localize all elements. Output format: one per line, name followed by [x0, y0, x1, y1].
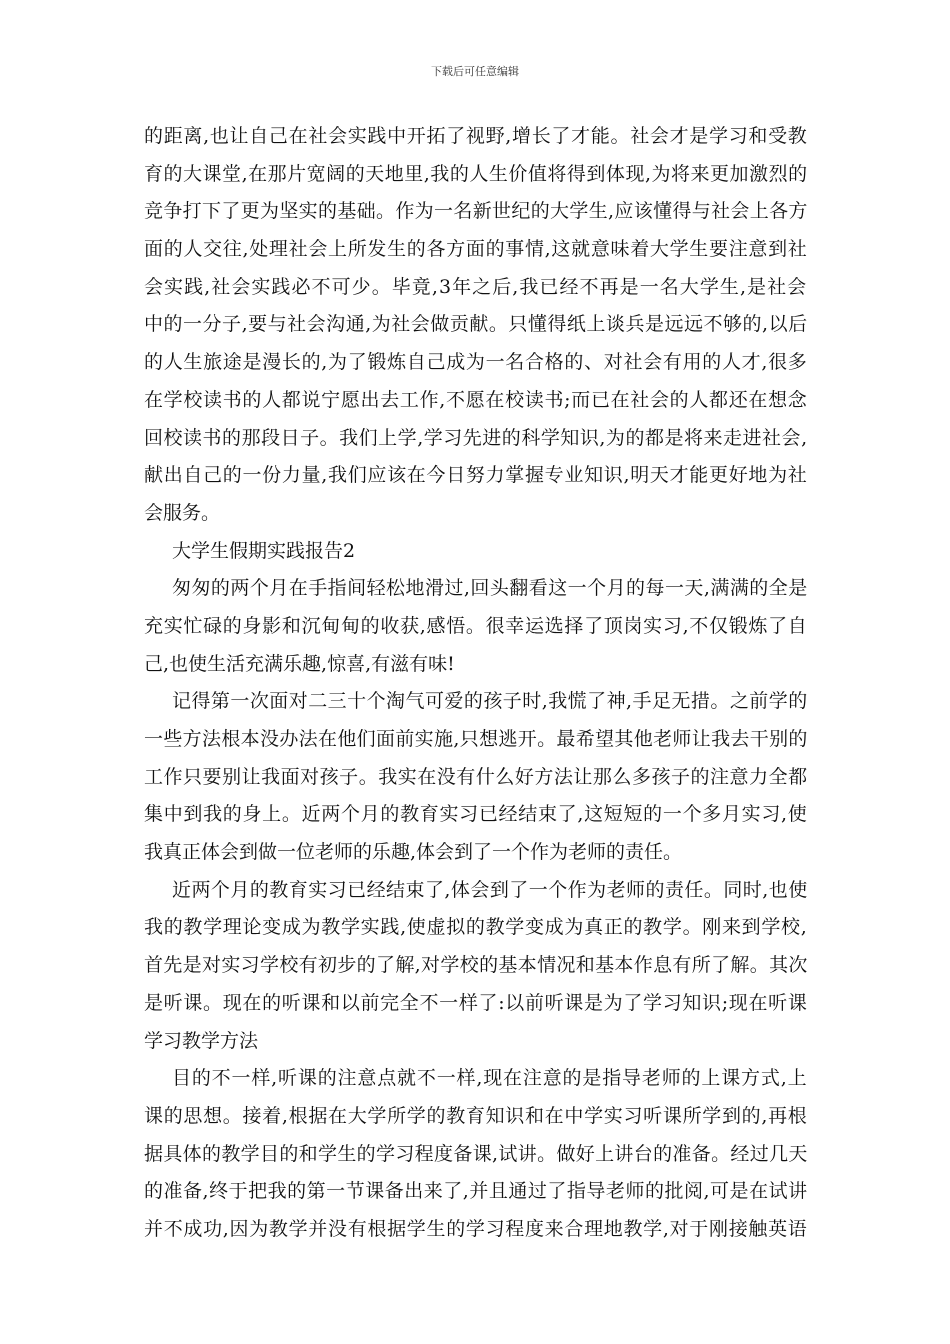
text-line: 面的人交往,处理社会上所发生的各方面的事情,这就意味着大学生要注意到社 [144, 238, 808, 261]
text-line: 匆匆的两个月在手指间轻松地滑过,回头翻看这一个月的每一天,满满的全是 [172, 577, 808, 600]
text-line: 并不成功,因为教学并没有根据学生的学习程度来合理地教学,对于刚接触英语 [144, 1217, 808, 1240]
text-line: 的距离,也让自己在社会实践中开拓了视野,增长了才能。社会才是学习和受教 [144, 125, 808, 147]
text-line: 献出自己的一份力量,我们应该在今日努力掌握专业知识,明天才能更好地为社 [144, 464, 808, 487]
text-line: 首先是对实习学校有初步的了解,对学校的基本情况和基本作息有所了解。其次 [144, 954, 808, 977]
text-line: 一些方法根本没办法在他们面前实施,只想逃开。最希望其他老师让我去干别的 [144, 728, 808, 750]
text-line: 工作只要别让我面对孩子。我实在没有什么好方法让那么多孩子的注意力全都 [144, 765, 808, 788]
text-line: 中的一分子,要与社会沟通,为社会做贡献。只懂得纸上谈兵是远远不够的,以后 [144, 313, 808, 336]
text-line: 己,也使生活充满乐趣,惊喜,有滋有味! [144, 652, 455, 675]
text-line: 充实忙碌的身影和沉甸甸的收获,感悟。很幸运选择了顶岗实习,不仅锻炼了自 [144, 614, 808, 637]
text-line: 大学生假期实践报告2 [172, 539, 356, 562]
text-line: 是听课。现在的听课和以前完全不一样了:以前听课是为了学习知识;现在听课 [144, 991, 808, 1014]
text-line: 我真正体会到做一位老师的乐趣,体会到了一个作为老师的责任。 [144, 841, 683, 864]
text-line: 据具体的教学目的和学生的学习程度备课,试讲。做好上讲台的准备。经过几天 [144, 1142, 808, 1165]
text-line: 回校读书的那段日子。我们上学,学习先进的科学知识,为的都是将来走进社会, [144, 426, 808, 449]
text-line: 课的思想。接着,根据在大学所学的教育知识和在中学实习听课所学到的,再根 [144, 1104, 808, 1127]
text-line: 的准备,终于把我的第一节课备出来了,并且通过了指导老师的批阅,可是在试讲 [144, 1180, 808, 1203]
text-line: 目的不一样,听课的注意点就不一样,现在注意的是指导老师的上课方式,上 [172, 1067, 808, 1090]
text-line: 育的大课堂,在那片宽阔的天地里,我的人生价值将得到体现,为将来更加激烈的 [144, 162, 808, 185]
text-line: 学习教学方法 [144, 1029, 259, 1052]
text-line: 会服务。 [144, 501, 221, 524]
text-line: 我的教学理论变成为教学实践,使虚拟的教学变成为真正的教学。刚来到学校, [144, 916, 808, 939]
document-body [144, 118, 808, 1249]
text-line: 集中到我的身上。近两个月的教育实习已经结束了,这短短的一个多月实习,使 [144, 803, 808, 826]
text-line: 的人生旅途是漫长的,为了锻炼自己成为一名合格的、对社会有用的人才,很多 [144, 351, 808, 374]
text-line: 在学校读书的人都说宁愿出去工作,不愿在校读书;而已在社会的人都还在想念 [144, 388, 808, 411]
text-line: 记得第一次面对二三十个淘气可爱的孩子时,我慌了神,手足无措。之前学的 [172, 690, 808, 713]
text-line: 会实践,社会实践必不可少。毕竟,3年之后,我已经不再是一名大学生,是社会 [144, 275, 808, 298]
text-line: 竞争打下了更为坚实的基础。作为一名新世纪的大学生,应该懂得与社会上各方 [144, 200, 808, 223]
page-header: 下载后可任意编辑 [431, 65, 519, 78]
text-line: 近两个月的教育实习已经结束了,体会到了一个作为老师的责任。同时,也使 [172, 878, 808, 901]
